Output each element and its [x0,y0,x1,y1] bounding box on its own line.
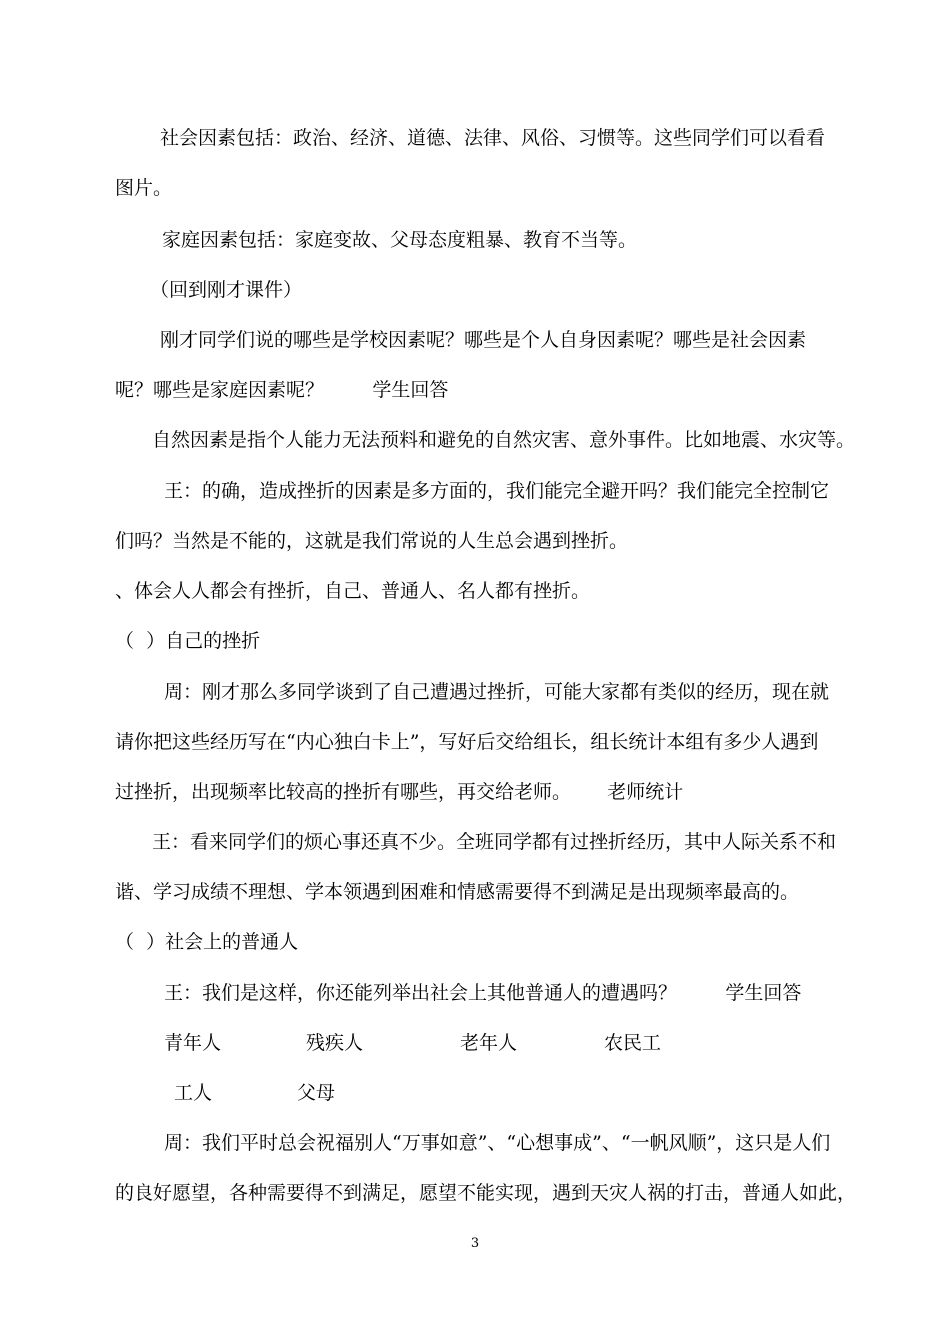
page-number: 3 [470,1236,480,1251]
text-line: 谐、学习成绩不理想、学本领遇到困难和情感需要得不到满足是出现频率最高的。 [115,881,800,903]
text-line: 自然因素是指个人能力无法预料和避免的自然灾害、意外事件。比如地震、水灾等。 [152,429,856,451]
list-item: 农民工 [604,1032,662,1054]
text-line: 过挫折，出现频率比较高的挫折有哪些，再交给老师。 老师统计 [115,781,684,803]
list-item: 工人 [174,1082,213,1104]
text-line: 请你把这些经历写在“内心独白卡上”，写好后交给组长，组长统计本组有多少人遇到 [115,731,819,753]
text-line: 图片。 [115,177,173,199]
text-line: 周：我们平时总会祝福别人“万事如意”、“心想事成”、“一帆风顺”，这只是人们 [164,1132,831,1154]
list-item: 青年人 [164,1032,222,1054]
text-line: 王：我们是这样，你还能列举出社会上其他普通人的遭遇吗？ 学生回答 [164,982,802,1004]
list-item: 老年人 [460,1032,518,1054]
text-line: 的良好愿望，各种需要得不到满足，愿望不能实现，遇到天灾人祸的打击，普通人如此， [115,1182,857,1204]
text-line: 、体会人人都会有挫折，自己、普通人、名人都有挫折。 [115,580,591,602]
text-line: 社会因素包括：政治、经济、道德、法律、风俗、习惯等。这些同学们可以看看 [160,127,826,149]
text-line: 王：看来同学们的烦心事还真不少。全班同学都有过挫折经历，其中人际关系不和 [152,831,837,853]
text-line: 们吗？当然是不能的，这就是我们常说的人生总会遇到挫折。 [115,530,629,552]
text-line: （回到刚才课件） [150,279,303,301]
text-line: 刚才同学们说的哪些是学校因素呢？哪些是个人自身因素呢？哪些是社会因素 [160,329,807,351]
list-item: 父母 [297,1082,336,1104]
list-item: 残疾人 [306,1032,364,1054]
section-heading: （ ）自己的挫折 [115,630,261,652]
text-line: 家庭因素包括：家庭变故、父母态度粗暴、教育不当等。 [162,229,638,251]
text-line: 呢？哪些是家庭因素呢？ 学生回答 [115,379,449,401]
section-heading: （ ）社会上的普通人 [115,931,299,953]
text-line: 王：的确，造成挫折的因素是多方面的，我们能完全避开吗？我们能完全控制它 [164,480,830,502]
text-line: 周：刚才那么多同学谈到了自己遭遇过挫折，可能大家都有类似的经历，现在就 [164,681,830,703]
